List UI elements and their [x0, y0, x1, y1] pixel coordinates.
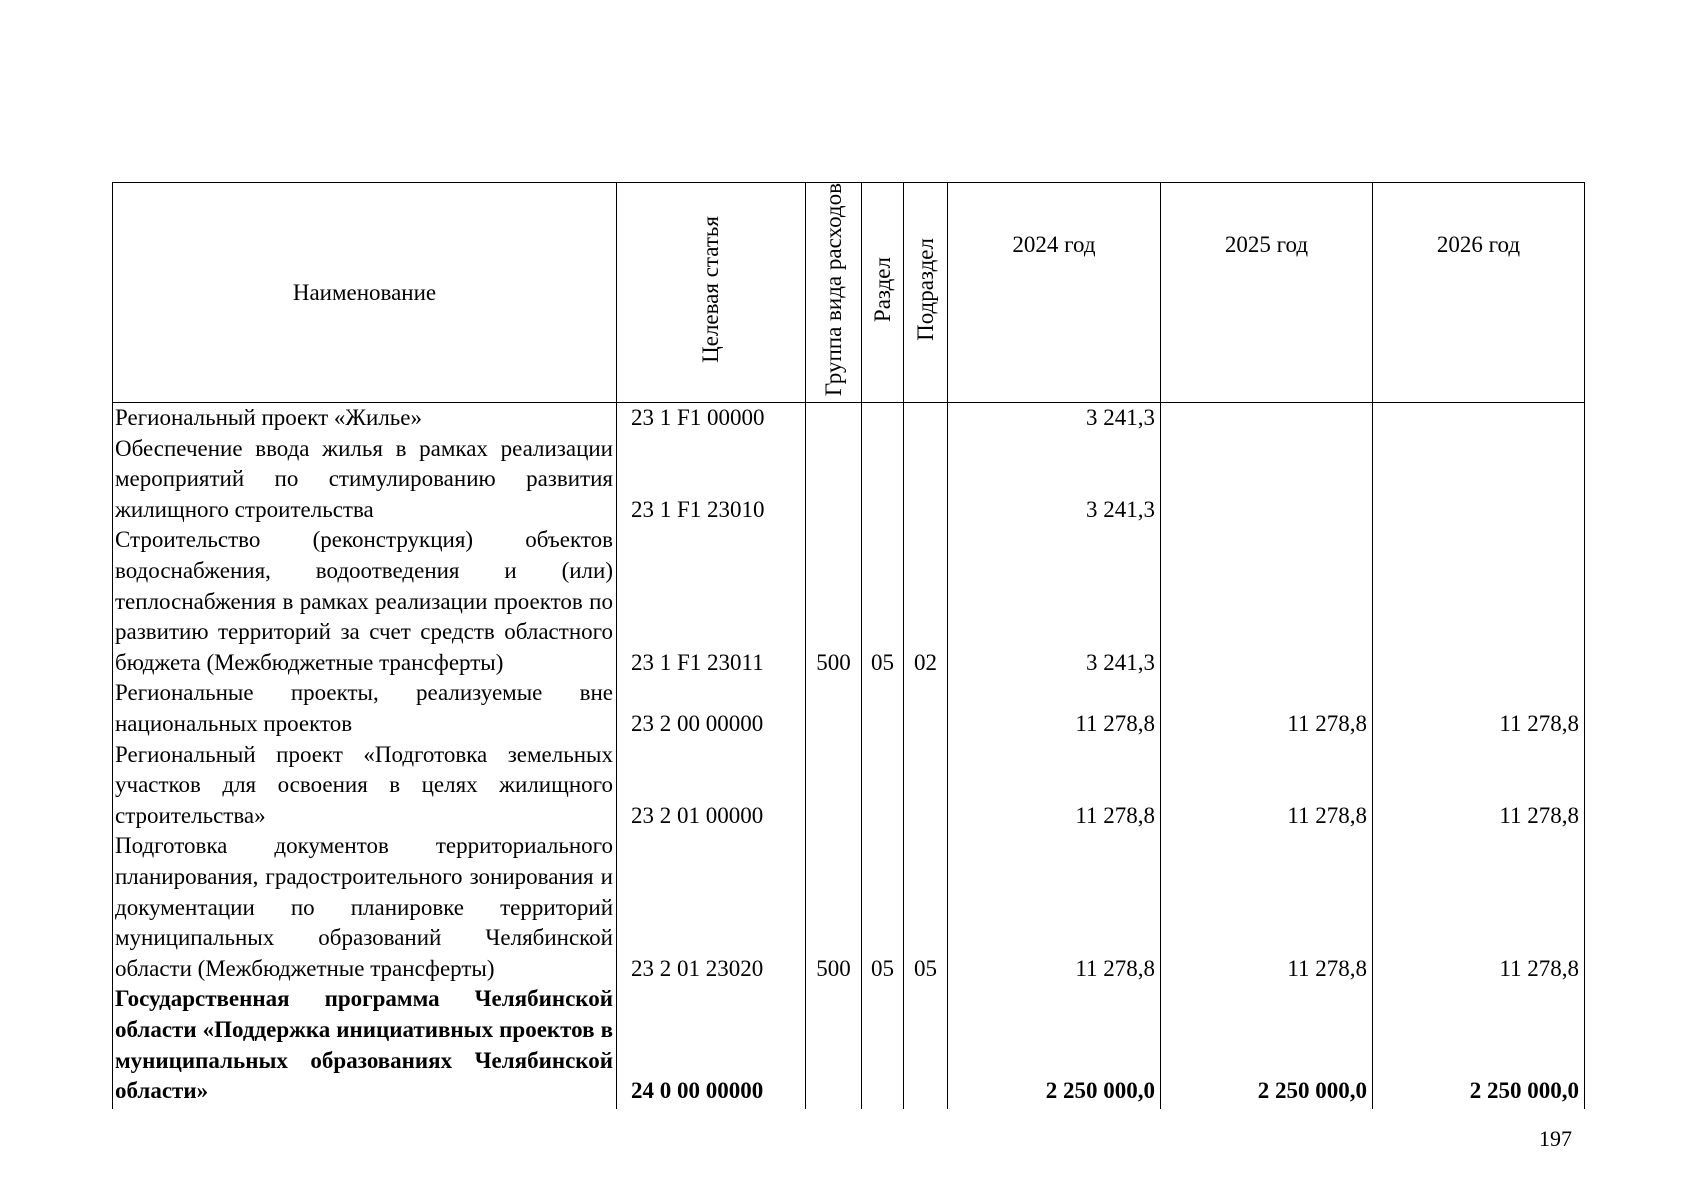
cell-year-2026: 11 278,8: [1373, 740, 1585, 832]
cell-year-2025: [1161, 403, 1373, 434]
cell-target-article: 23 1 F1 23011: [617, 525, 806, 678]
cell-year-2026: 11 278,8: [1373, 678, 1585, 739]
cell-section: [862, 740, 904, 832]
cell-year-2024: 3 241,3: [948, 525, 1161, 678]
cell-name: Региональный проект «Подготовка земельных участков для освоения в целях жилищного строительства»: [113, 740, 617, 832]
header-section: [862, 183, 904, 403]
table-body: [113, 403, 1585, 1109]
cell-section: [862, 984, 904, 1108]
table-row: [113, 740, 1585, 832]
cell-subsection: [904, 403, 948, 434]
table-row: [113, 525, 1585, 678]
cell-expense-group: [806, 740, 862, 832]
cell-section: 05: [862, 525, 904, 678]
cell-year-2024: 2 250 000,0: [948, 984, 1161, 1108]
cell-name: Государственная программа Челябинской области «Поддержка инициативных проектов в муниципальных образованиях Челябинской области»: [113, 984, 617, 1108]
budget-table: [112, 182, 1585, 1109]
cell-section: [862, 403, 904, 434]
header-section-text: Раздел: [869, 257, 895, 323]
header-year-2025: 2025 год: [1161, 183, 1373, 403]
cell-subsection: [904, 434, 948, 526]
cell-expense-group: [806, 434, 862, 526]
cell-target-article: 24 0 00 00000: [617, 984, 806, 1108]
cell-section: [862, 678, 904, 739]
cell-name: Подготовка документов территориального планирования, градостроительного зонирования и документации по планировке территорий муниципальных образований Челябинской области (Межбюджетные трансферты): [113, 831, 617, 984]
header-expense-group: [806, 183, 862, 403]
cell-expense-group: [806, 403, 862, 434]
cell-year-2026: 2 250 000,0: [1373, 984, 1585, 1108]
cell-section: 05: [862, 831, 904, 984]
cell-target-article: 23 2 01 00000: [617, 740, 806, 832]
table-row: [113, 403, 1585, 434]
header-expense-group-text: Группа вида расходов: [820, 183, 846, 397]
header-target-article: [617, 183, 806, 403]
cell-expense-group: 500: [806, 831, 862, 984]
header-year-2024: 2024 год: [948, 183, 1161, 403]
table-row: [113, 678, 1585, 739]
cell-year-2024: 11 278,8: [948, 678, 1161, 739]
cell-target-article: 23 2 01 23020: [617, 831, 806, 984]
cell-name: Региональные проекты, реализуемые вне национальных проектов: [113, 678, 617, 739]
cell-year-2025: 11 278,8: [1161, 678, 1373, 739]
cell-expense-group: 500: [806, 525, 862, 678]
cell-target-article: 23 1 F1 23010: [617, 434, 806, 526]
cell-expense-group: [806, 678, 862, 739]
cell-subsection: [904, 984, 948, 1108]
table-row: [113, 434, 1585, 526]
cell-year-2024: 3 241,3: [948, 403, 1161, 434]
cell-subsection: [904, 740, 948, 832]
cell-year-2025: 11 278,8: [1161, 831, 1373, 984]
cell-year-2025: [1161, 525, 1373, 678]
budget-table-sheet: [112, 182, 1584, 1109]
table-header-row: [113, 183, 1585, 403]
header-target-article-text: Целевая статья: [698, 216, 723, 363]
cell-year-2024: 3 241,3: [948, 434, 1161, 526]
cell-target-article: 23 2 00 00000: [617, 678, 806, 739]
cell-name: Региональный проект «Жилье»: [113, 403, 617, 434]
cell-year-2026: [1373, 525, 1585, 678]
cell-year-2025: 11 278,8: [1161, 740, 1373, 832]
cell-expense-group: [806, 984, 862, 1108]
cell-year-2026: 11 278,8: [1373, 831, 1585, 984]
cell-name: Строительство (реконструкция) объектов водоснабжения, водоотведения и (или) теплоснабжения в рамках реализации проектов по развитию территорий за счет средств областного бюджета (Межбюджетные трансферты): [113, 525, 617, 678]
header-name: Наименование: [113, 183, 617, 403]
cell-subsection: [904, 678, 948, 739]
cell-year-2026: [1373, 434, 1585, 526]
header-subsection-text: Подраздел: [912, 238, 938, 341]
cell-subsection: 05: [904, 831, 948, 984]
cell-target-article: 23 1 F1 00000: [617, 403, 806, 434]
table-row: [113, 984, 1585, 1108]
cell-year-2026: [1373, 403, 1585, 434]
page-number: 197: [1539, 1126, 1572, 1151]
cell-subsection: 02: [904, 525, 948, 678]
cell-name: Обеспечение ввода жилья в рамках реализации мероприятий по стимулированию развития жилищного строительства: [113, 434, 617, 526]
table-row: [113, 831, 1585, 984]
cell-year-2024: 11 278,8: [948, 740, 1161, 832]
header-subsection: [904, 183, 948, 403]
cell-year-2025: 2 250 000,0: [1161, 984, 1373, 1108]
cell-section: [862, 434, 904, 526]
header-year-2026: 2026 год: [1373, 183, 1585, 403]
cell-year-2025: [1161, 434, 1373, 526]
cell-year-2024: 11 278,8: [948, 831, 1161, 984]
